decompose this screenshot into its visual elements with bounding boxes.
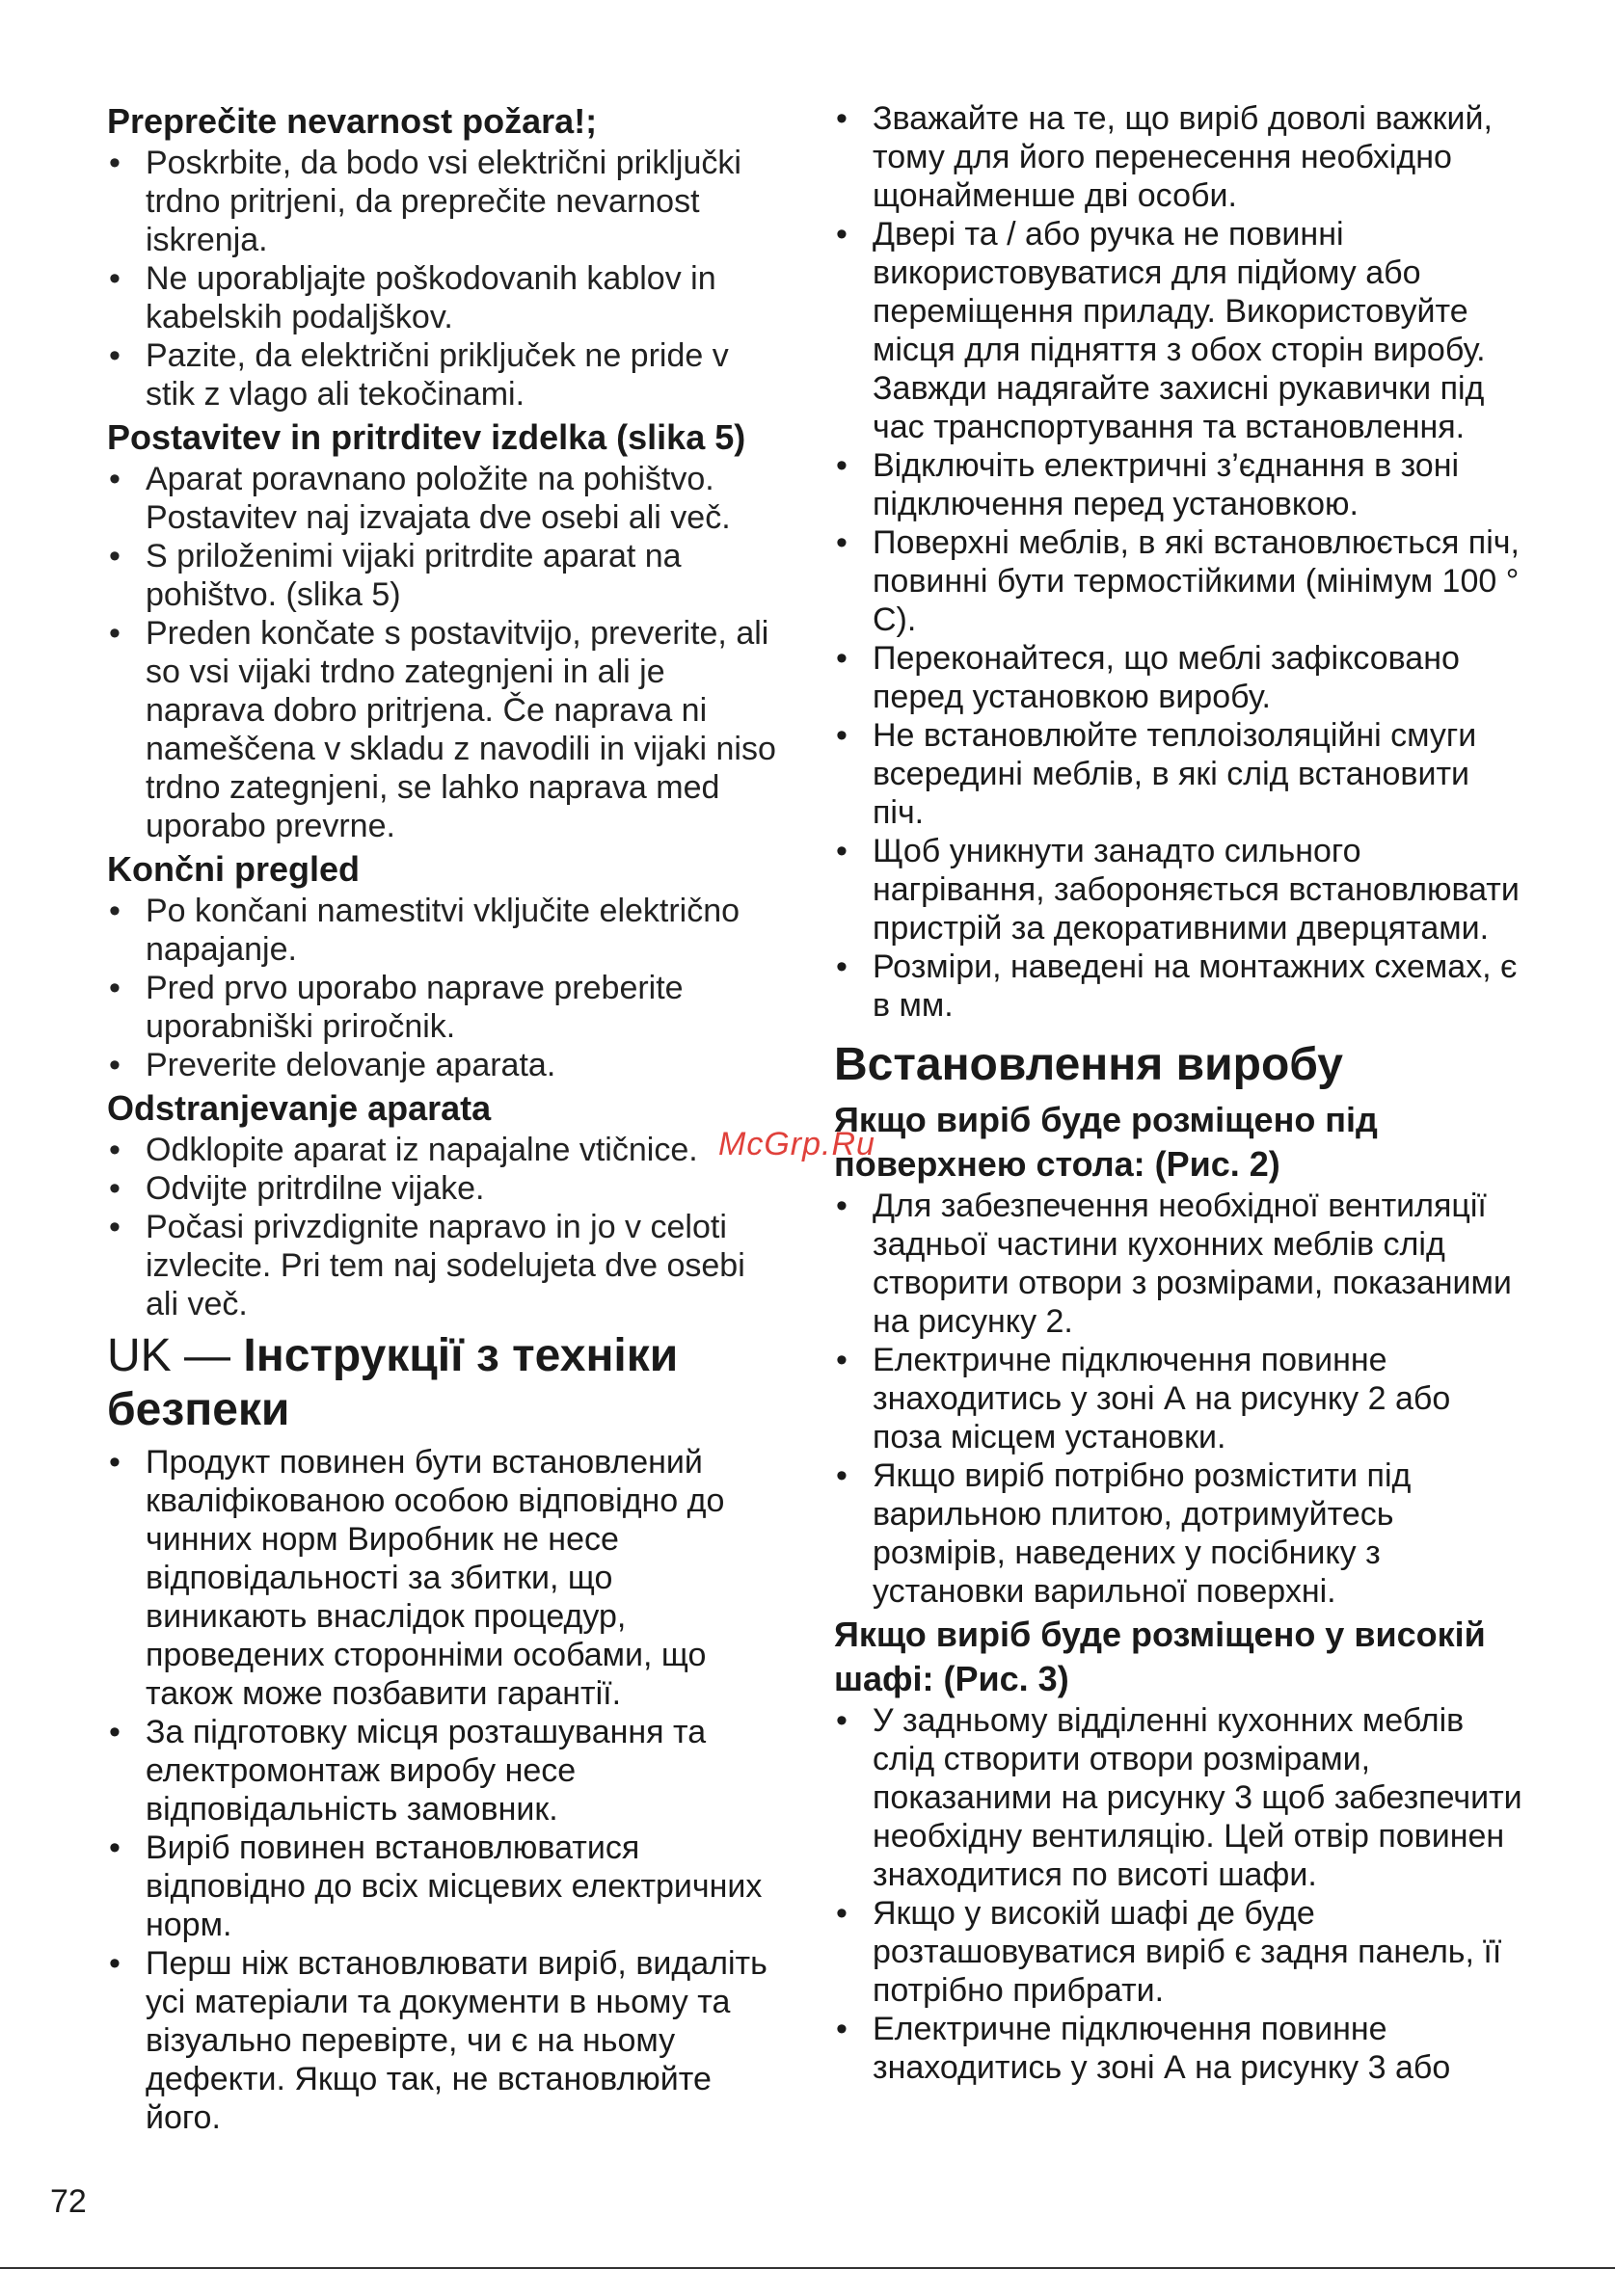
list-item: • Переконайтеся, що меблі зафіксовано перед установкою виробу. bbox=[834, 639, 1528, 716]
list-final-check bbox=[107, 892, 782, 1084]
list-safety-continued bbox=[834, 99, 1528, 1025]
list-installation bbox=[107, 460, 782, 845]
list-item: • Електричне підключення повинне знаходитись у зоні А на рисунку 3 або bbox=[834, 2010, 1528, 2087]
list-under-worktop bbox=[834, 1187, 1528, 1611]
heading-fire-prevention: Preprečite nevarnost požara!; bbox=[107, 101, 598, 141]
list-item: • Виріб повинен встановлюватися відповідно до всіх місцевих електричних норм. bbox=[107, 1829, 782, 1944]
list-item: • Preverite delovanje aparata. bbox=[107, 1046, 782, 1084]
list-item: • Зважайте на те, що виріб доволі важкий, тому для його перенесення необхідно щонайменше дві особи. bbox=[834, 99, 1528, 215]
list-item: • Po končani namestitvi vključite električno napajanje. bbox=[107, 892, 782, 969]
list-item: • Відключіть електричні з’єднання в зоні підключення перед установкою. bbox=[834, 446, 1528, 523]
list-item: • Poskrbite, da bodo vsi električni priključki trdno pritrjeni, da preprečite nevarnost iskrenja. bbox=[107, 144, 782, 259]
list-item: • Розміри, наведені на монтажних схемах, є в мм. bbox=[834, 948, 1528, 1025]
heading-tall-cabinet: Якщо виріб буде розміщено у високій шафі: (Рис. 3) bbox=[834, 1615, 1486, 1698]
list-item: • Електричне підключення повинне знаходитись у зоні А на рисунку 2 або поза місцем установки. bbox=[834, 1341, 1528, 1456]
heading-final-check: Končni pregled bbox=[107, 849, 361, 889]
list-removal bbox=[107, 1131, 782, 1323]
left-column bbox=[107, 99, 782, 2139]
list-item: • Для забезпечення необхідної вентиляції задньої частини кухонних меблів слід створити отвори з розмірами, показаними на рисунку 2. bbox=[834, 1187, 1528, 1341]
list-item: • Ne uporabljajte poškodovanih kablov in kabelskih podaljškov. bbox=[107, 259, 782, 336]
list-tall-cabinet bbox=[834, 1701, 1528, 2087]
bottom-divider bbox=[0, 2267, 1615, 2269]
list-item: • Pred prvo uporabo naprave preberite uporabniški priročnik. bbox=[107, 969, 782, 1046]
list-item: • Перш ніж встановлювати виріб, видаліть усі матеріали та документи в ньому та візуально перевірте, чи є на ньому дефекти. Якщо так, не встановлюйте його. bbox=[107, 1944, 782, 2137]
list-item: • Preden končate s postavitvijo, preverite, ali so vsi vijaki trdno zategnjeni in ali je naprava dobro pritrjena. Če naprava ni nameščena v skladu z navodili in vijaki niso trdno zategnjeni, se lahko naprava med uporabo prevrne. bbox=[107, 614, 782, 845]
list-item: • Якщо у високій шафі де буде розташовуватися виріб є задня панель, її потрібно прибрати. bbox=[834, 1894, 1528, 2010]
right-column bbox=[834, 99, 1528, 2089]
list-item: • Aparat poravnano položite na pohištvo. Postavitev naj izvajata dve osebi ali več. bbox=[107, 460, 782, 537]
watermark: McGrp.Ru bbox=[718, 1126, 875, 1162]
section-title-text: Інструкції з техніки безпеки bbox=[107, 1330, 679, 1435]
list-item: • Продукт повинен бути встановлений кваліфікованою особою відповідно до чинних норм Виробник не несе відповідальності за збитки, що виникають внаслідок процедур, проведених сторонніми особами, що також може позбавити гарантії. bbox=[107, 1443, 782, 1713]
list-safety-instructions bbox=[107, 1443, 782, 2137]
list-item: • Odvijte pritrdilne vijake. bbox=[107, 1169, 782, 1208]
list-item: • S priloženimi vijaki pritrdite aparat na pohištvo. (slika 5) bbox=[107, 537, 782, 614]
section-title-uk bbox=[107, 1329, 782, 1437]
list-item: • Щоб уникнути занадто сильного нагрівання, забороняється встановлювати пристрій за декоративними дверцятами. bbox=[834, 832, 1528, 948]
list-fire-prevention bbox=[107, 144, 782, 414]
list-item: • За підготовку місця розташування та електромонтаж виробу несе відповідальність замовник. bbox=[107, 1713, 782, 1829]
heading-installation: Postavitev in pritrditev izdelka (slika 5) bbox=[107, 417, 746, 457]
list-item: • Поверхні меблів, в які встановлюється піч, повинні бути термостійкими (мінімум 100 ° C). bbox=[834, 523, 1528, 639]
section-title-prefix: UK — bbox=[107, 1330, 244, 1381]
list-item: • Двері та / або ручка не повинні використовуватися для підйому або переміщення приладу. Використовуйте місця для підняття з обох сторін виробу. Завжди надягайте захисні рукавички під час транспортування та встановлення. bbox=[834, 215, 1528, 446]
list-item: • У задньому відділенні кухонних меблів слід створити отвори розмірами, показаними на рисунку 3 щоб забезпечити необхідну вентиляцію. Цей отвір повинен знаходитися по висоті шафи. bbox=[834, 1701, 1528, 1894]
heading-removal: Odstranjevanje aparata bbox=[107, 1088, 492, 1128]
list-item: • Odklopite aparat iz napajalne vtičnice. bbox=[107, 1131, 782, 1169]
heading-under-worktop: Якщо виріб буде розміщено під поверхнею стола: (Рис. 2) bbox=[834, 1100, 1378, 1184]
page-number: 72 bbox=[50, 2183, 87, 2220]
list-item: • Počasi privzdignite napravo in jo v celoti izvlecite. Pri tem naj sodelujeta dve osebi ali več. bbox=[107, 1208, 782, 1323]
list-item: • Якщо виріб потрібно розмістити під варильною плитою, дотримуйтесь розмірів, наведених у посібнику з установки варильної поверхні. bbox=[834, 1456, 1528, 1611]
section-title-install: Встановлення виробу bbox=[834, 1039, 1343, 1090]
list-item: • Не встановлюйте теплоізоляційні смуги всередині меблів, в які слід встановити піч. bbox=[834, 716, 1528, 832]
list-item: • Pazite, da električni priključek ne pride v stik z vlago ali tekočinami. bbox=[107, 336, 782, 414]
